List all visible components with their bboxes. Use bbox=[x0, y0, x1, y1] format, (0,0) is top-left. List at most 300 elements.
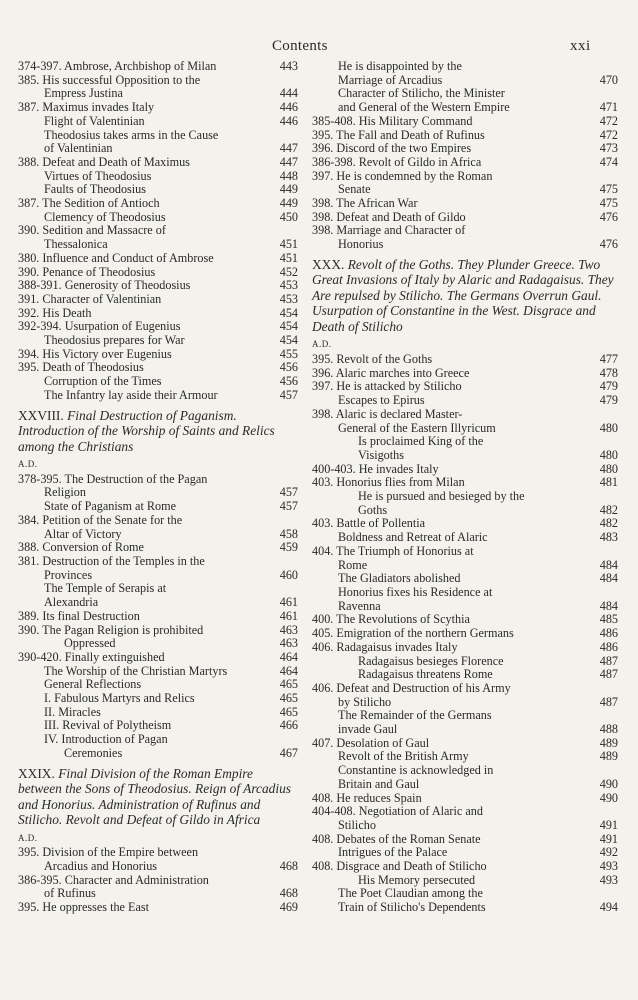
entry-page-number: 492 bbox=[599, 845, 618, 860]
contents-entry bbox=[18, 651, 298, 665]
contents-entry bbox=[18, 901, 298, 915]
entry-title: 387. Maximus invades Italy bbox=[18, 100, 155, 115]
entry-title: 385. His successful Opposition to the bbox=[18, 72, 201, 87]
entry-page-number: 475 bbox=[599, 182, 618, 197]
entry-title: Boldness and Retreat of Alaric bbox=[338, 530, 488, 545]
chapter-title: Final Destruction of Paganism. Introduction of the Worship of Saints and Relics among the Christians bbox=[18, 407, 275, 454]
contents-entry bbox=[18, 514, 298, 528]
contents-entry bbox=[312, 586, 618, 600]
contents-entry bbox=[312, 142, 618, 156]
chapter-title: Final Division of the Roman Empire between the Sons of Theodosius. Reign of Arcadius and Honorius. Administration of Rufinus and Stilicho. Revolt and Defeat of Gildo in Africa bbox=[18, 765, 291, 828]
entry-title: 396. Alaric marches into Greece bbox=[312, 365, 470, 380]
contents-entry bbox=[18, 486, 298, 500]
entry-title: 374-397. Ambrose, Archbishop of Milan bbox=[18, 59, 217, 73]
entry-title: 405. Emigration of the northern Germans bbox=[312, 626, 514, 641]
entry-title: Alexandria bbox=[44, 595, 99, 610]
entry-page-number: 489 bbox=[599, 735, 618, 750]
entry-title: 395. He oppresses the East bbox=[18, 900, 149, 915]
contents-entry bbox=[18, 665, 298, 679]
entry-page-number: 465 bbox=[279, 677, 298, 692]
contents-entry bbox=[312, 709, 618, 723]
entry-title: 395. Death of Theodosius bbox=[18, 360, 144, 375]
entry-page-number: 488 bbox=[599, 722, 618, 737]
entry-title: Revolt of the British Army bbox=[338, 749, 469, 764]
anno-domini-label: A.D. bbox=[312, 339, 332, 350]
contents-entry bbox=[18, 624, 298, 638]
entry-page-number: 449 bbox=[279, 182, 298, 197]
entry-title: Religion bbox=[44, 485, 86, 500]
entry-title: State of Paganism at Rome bbox=[44, 499, 177, 514]
entry-title: 395. Revolt of the Goths bbox=[312, 352, 433, 367]
contents-entry bbox=[18, 307, 298, 321]
contents-column-left bbox=[18, 60, 298, 915]
contents-entry bbox=[18, 87, 298, 101]
contents-entry bbox=[312, 353, 618, 367]
entry-title: 395. The Fall and Death of Rufinus bbox=[312, 127, 485, 142]
entry-title: Faults of Theodosius bbox=[44, 182, 147, 197]
entry-page-number: 453 bbox=[279, 278, 298, 293]
contents-entry bbox=[312, 60, 618, 74]
entry-title: Oppressed bbox=[64, 636, 116, 651]
contents-entry bbox=[18, 610, 298, 624]
entry-title: 391. Character of Valentinian bbox=[18, 291, 162, 306]
entry-title: Senate bbox=[338, 182, 371, 197]
contents-entry bbox=[18, 541, 298, 555]
entry-page-number: 457 bbox=[279, 485, 298, 500]
contents-entry bbox=[18, 692, 298, 706]
contents-entry bbox=[312, 901, 618, 915]
entry-title: 403. Battle of Pollentia bbox=[312, 516, 426, 531]
entry-title: I. Fabulous Martyrs and Relics bbox=[44, 691, 195, 706]
entry-page-number: 453 bbox=[279, 291, 298, 306]
entry-title: Radagaisus besieges Florence bbox=[358, 653, 504, 668]
contents-entry bbox=[312, 874, 618, 888]
contents-entry bbox=[18, 279, 298, 293]
entry-page-number: 493 bbox=[599, 859, 618, 874]
entry-page-number: 463 bbox=[279, 636, 298, 651]
entry-page-number: 487 bbox=[599, 694, 618, 709]
contents-entry bbox=[312, 367, 618, 381]
contents-entry bbox=[18, 224, 298, 238]
entry-page-number: 478 bbox=[599, 365, 618, 380]
entry-page-number: 451 bbox=[279, 237, 298, 252]
chapter-number: XXVIII. bbox=[18, 407, 64, 423]
entry-page-number: 490 bbox=[599, 790, 618, 805]
entry-title: Radagaisus threatens Rome bbox=[358, 667, 493, 682]
entry-page-number: 463 bbox=[279, 622, 298, 637]
contents-entry bbox=[18, 389, 298, 403]
entry-title: 378-395. The Destruction of the Pagan bbox=[18, 471, 208, 486]
entry-title: Rome bbox=[338, 557, 368, 572]
entry-title: Honorius fixes his Residence at bbox=[338, 585, 493, 599]
entry-title: 380. Influence and Conduct of Ambrose bbox=[18, 250, 214, 265]
entry-page-number: 465 bbox=[279, 691, 298, 706]
entry-page-number: 477 bbox=[599, 352, 618, 367]
entry-title: Corruption of the Times bbox=[44, 374, 162, 389]
entry-title: 387. The Sedition of Antioch bbox=[18, 196, 160, 211]
entry-page-number: 493 bbox=[599, 872, 618, 887]
entry-page-number: 454 bbox=[279, 305, 298, 320]
entry-title: 390-420. Finally extinguished bbox=[18, 649, 165, 664]
entry-title: 398. Defeat and Death of Gildo bbox=[312, 209, 466, 224]
contents-entry bbox=[18, 238, 298, 252]
contents-entry bbox=[312, 696, 618, 710]
entry-title: Empress Justina bbox=[44, 86, 123, 101]
contents-entry bbox=[18, 252, 298, 266]
contents-entry bbox=[312, 846, 618, 860]
entry-page-number: 444 bbox=[279, 86, 298, 101]
contents-entry bbox=[18, 719, 298, 733]
contents-entry bbox=[312, 170, 618, 184]
page-number: xxi bbox=[570, 38, 591, 54]
contents-entry bbox=[18, 569, 298, 583]
entry-title: 386-395. Character and Administration bbox=[18, 872, 209, 887]
contents-entry bbox=[18, 361, 298, 375]
entry-page-number: 464 bbox=[279, 663, 298, 678]
contents-entry bbox=[312, 887, 618, 901]
entry-title: 390. Sedition and Massacre of bbox=[18, 223, 166, 238]
entry-page-number: 486 bbox=[599, 639, 618, 654]
entry-title: 407. Desolation of Gaul bbox=[312, 735, 430, 750]
contents-entry bbox=[18, 334, 298, 348]
contents-entry bbox=[312, 764, 618, 778]
entry-page-number: 487 bbox=[599, 667, 618, 682]
entry-page-number: 457 bbox=[279, 387, 298, 402]
contents-entry bbox=[312, 394, 618, 408]
contents-entry bbox=[18, 293, 298, 307]
entry-page-number: 446 bbox=[279, 113, 298, 128]
entry-page-number: 479 bbox=[599, 379, 618, 394]
entry-page-number: 454 bbox=[279, 333, 298, 348]
entry-title: His Memory persecuted bbox=[358, 872, 476, 887]
contents-entry bbox=[312, 224, 618, 238]
entry-title: 395. Division of the Empire between bbox=[18, 845, 199, 860]
entry-title: Constantine is acknowledged in bbox=[338, 763, 494, 778]
entry-page-number: 482 bbox=[599, 502, 618, 517]
entry-page-number: 461 bbox=[279, 608, 298, 623]
contents-entry bbox=[312, 531, 618, 545]
entry-title: 403. Honorius flies from Milan bbox=[312, 475, 465, 490]
contents-entry bbox=[18, 555, 298, 569]
chapter-heading bbox=[18, 766, 298, 828]
entry-title: Character of Stilicho, the Minister bbox=[338, 86, 505, 101]
entry-title: Ravenna bbox=[338, 598, 381, 613]
entry-page-number: 483 bbox=[599, 530, 618, 545]
entry-title: 397. He is attacked by Stilicho bbox=[312, 379, 462, 394]
anno-domini-label: A.D. bbox=[18, 459, 38, 470]
entry-title: Altar of Victory bbox=[44, 526, 122, 541]
entry-title: Intrigues of the Palace bbox=[338, 845, 448, 860]
contents-entry bbox=[18, 129, 298, 143]
entry-title: Marriage of Arcadius bbox=[338, 72, 443, 87]
contents-entry bbox=[312, 380, 618, 394]
contents-entry bbox=[18, 473, 298, 487]
chapter-number: XXIX. bbox=[18, 765, 55, 781]
entry-title: 388-391. Generosity of Theodosius bbox=[18, 278, 191, 293]
entry-title: The Remainder of the Germans bbox=[338, 708, 492, 723]
chapter-heading bbox=[312, 257, 618, 335]
entry-title: 390. Penance of Theodosius bbox=[18, 264, 156, 279]
contents-entry bbox=[18, 142, 298, 156]
entry-title: IV. Introduction of Pagan bbox=[44, 732, 168, 747]
entry-page-number: 468 bbox=[279, 858, 298, 873]
contents-entry bbox=[312, 627, 618, 641]
entry-title: 396. Discord of the two Empires bbox=[312, 141, 472, 156]
contents-entry bbox=[312, 435, 618, 449]
contents-entry bbox=[312, 833, 618, 847]
entry-title: Goths bbox=[358, 502, 388, 517]
entry-title: invade Gaul bbox=[338, 722, 398, 737]
entry-page-number: 480 bbox=[599, 461, 618, 476]
contents-entry bbox=[18, 846, 298, 860]
entry-title: Flight of Valentinian bbox=[44, 113, 145, 128]
entry-title: 385-408. His Military Command bbox=[312, 113, 473, 128]
contents-entry bbox=[312, 860, 618, 874]
entry-page-number: 471 bbox=[599, 100, 618, 115]
entry-title: Provinces bbox=[44, 567, 93, 582]
contents-entry bbox=[312, 101, 618, 115]
entry-title: of Valentinian bbox=[44, 141, 113, 156]
contents-entry bbox=[312, 655, 618, 669]
contents-entry bbox=[18, 637, 298, 651]
entry-page-number: 476 bbox=[599, 237, 618, 252]
entry-title: III. Revival of Polytheism bbox=[44, 718, 172, 733]
contents-entry bbox=[312, 449, 618, 463]
contents-entry bbox=[18, 348, 298, 362]
page-header bbox=[0, 38, 638, 56]
entry-page-number: 467 bbox=[279, 745, 298, 760]
contents-entry bbox=[18, 183, 298, 197]
contents-entry bbox=[312, 156, 618, 170]
entry-page-number: 466 bbox=[279, 718, 298, 733]
contents-entry bbox=[18, 375, 298, 389]
entry-page-number: 446 bbox=[279, 100, 298, 115]
entry-page-number: 470 bbox=[599, 72, 618, 87]
contents-entry bbox=[18, 320, 298, 334]
entry-page-number: 480 bbox=[599, 447, 618, 462]
entry-title: of Rufinus bbox=[44, 886, 96, 901]
entry-title: 390. The Pagan Religion is prohibited bbox=[18, 622, 204, 637]
entry-title: 392-394. Usurpation of Eugenius bbox=[18, 319, 181, 334]
entry-title: Britain and Gaul bbox=[338, 776, 420, 791]
entry-page-number: 452 bbox=[279, 264, 298, 279]
entry-title: 400. The Revolutions of Scythia bbox=[312, 612, 470, 627]
entry-title: Theodosius prepares for War bbox=[44, 333, 185, 348]
entry-page-number: 472 bbox=[599, 113, 618, 128]
entry-title: Escapes to Epirus bbox=[338, 393, 425, 408]
contents-entry bbox=[312, 517, 618, 531]
entry-title: 394. His Victory over Eugenius bbox=[18, 346, 172, 361]
contents-entry bbox=[312, 183, 618, 197]
contents-entry bbox=[312, 613, 618, 627]
entry-page-number: 474 bbox=[599, 154, 618, 169]
entry-title: Clemency of Theodosius bbox=[44, 209, 166, 224]
entry-page-number: 460 bbox=[279, 567, 298, 582]
entry-page-number: 447 bbox=[279, 154, 298, 169]
entry-title: General of the Eastern Illyricum bbox=[338, 420, 496, 435]
entry-page-number: 494 bbox=[599, 900, 618, 915]
entry-page-number: 480 bbox=[599, 420, 618, 435]
page-title: Contents bbox=[272, 38, 328, 54]
entry-title: 388. Conversion of Rome bbox=[18, 540, 144, 555]
contents-entry bbox=[312, 572, 618, 586]
entry-title: Honorius bbox=[338, 237, 384, 252]
contents-entry bbox=[312, 600, 618, 614]
contents-entry bbox=[312, 723, 618, 737]
contents-entry bbox=[312, 737, 618, 751]
entry-title: He is disappointed by the bbox=[338, 59, 462, 73]
contents-entry bbox=[312, 559, 618, 573]
entry-title: 392. His Death bbox=[18, 305, 92, 320]
contents-entry bbox=[312, 211, 618, 225]
contents-entry bbox=[18, 887, 298, 901]
chapter-number: XXX. bbox=[312, 256, 345, 272]
entry-title: Train of Stilicho's Dependents bbox=[338, 900, 486, 915]
entry-page-number: 472 bbox=[599, 127, 618, 142]
chapter-title: Revolt of the Goths. They Plunder Greece. Two Great Invasions of Italy by Alaric and Radagaisus. They Are repulsed by Stilicho. The Germans Overrun Gaul. Usurpation of Constantine in the West. Disgrace and Death of Stilicho bbox=[312, 256, 614, 334]
entry-page-number: 464 bbox=[279, 649, 298, 664]
entry-title: The Gladiators abolished bbox=[338, 571, 461, 586]
entry-title: 404. The Triumph of Honorius at bbox=[312, 543, 474, 558]
contents-entry bbox=[312, 74, 618, 88]
entry-page-number: 481 bbox=[599, 475, 618, 490]
entry-title: 398. The African War bbox=[312, 196, 418, 211]
contents-entry bbox=[18, 733, 298, 747]
anno-domini-label: A.D. bbox=[18, 832, 38, 843]
entry-title: 397. He is condemned by the Roman bbox=[312, 168, 493, 183]
contents-entry bbox=[312, 115, 618, 129]
entry-title: 408. Debates of the Roman Senate bbox=[312, 831, 481, 846]
entry-title: II. Miracles bbox=[44, 704, 101, 719]
entry-page-number: 484 bbox=[599, 557, 618, 572]
entry-title: Is proclaimed King of the bbox=[358, 434, 484, 449]
entry-title: Thessalonica bbox=[44, 237, 108, 252]
contents-entry bbox=[312, 819, 618, 833]
entry-title: General Reflections bbox=[44, 677, 142, 692]
entry-page-number: 451 bbox=[279, 250, 298, 265]
entry-title: by Stilicho bbox=[338, 694, 392, 709]
contents-entry bbox=[312, 422, 618, 436]
entry-title: and General of the Western Empire bbox=[338, 100, 510, 115]
entry-page-number: 479 bbox=[599, 393, 618, 408]
entry-title: 404-408. Negotiation of Alaric and bbox=[312, 804, 483, 819]
contents-entry bbox=[18, 528, 298, 542]
entry-title: The Infantry lay aside their Armour bbox=[44, 387, 218, 402]
entry-title: The Temple of Serapis at bbox=[44, 581, 167, 596]
contents-entry bbox=[18, 115, 298, 129]
contents-entry bbox=[312, 641, 618, 655]
entry-page-number: 487 bbox=[599, 653, 618, 668]
entry-page-number: 461 bbox=[279, 595, 298, 610]
entry-title: Visigoths bbox=[358, 447, 404, 462]
contents-entry bbox=[18, 874, 298, 888]
contents-entry bbox=[18, 582, 298, 596]
entry-page-number: 458 bbox=[279, 526, 298, 541]
entry-page-number: 443 bbox=[279, 59, 298, 73]
chapter-heading bbox=[18, 408, 298, 455]
entry-title: 408. Disgrace and Death of Stilicho bbox=[312, 859, 487, 874]
contents-entry bbox=[18, 747, 298, 761]
entry-title: The Poet Claudian among the bbox=[338, 886, 483, 901]
contents-entry bbox=[18, 211, 298, 225]
entry-title: 398. Alaric is declared Master- bbox=[312, 406, 463, 421]
entry-page-number: 469 bbox=[279, 900, 298, 915]
entry-page-number: 489 bbox=[599, 749, 618, 764]
entry-page-number: 484 bbox=[599, 598, 618, 613]
entry-page-number: 454 bbox=[279, 319, 298, 334]
contents-entry bbox=[312, 750, 618, 764]
entry-page-number: 456 bbox=[279, 374, 298, 389]
contents-entry bbox=[18, 74, 298, 88]
contents-entry bbox=[312, 238, 618, 252]
contents-entry bbox=[18, 197, 298, 211]
contents-entry bbox=[18, 678, 298, 692]
contents-entry bbox=[312, 668, 618, 682]
contents-entry bbox=[18, 60, 298, 74]
contents-entry bbox=[312, 476, 618, 490]
contents-entry bbox=[312, 778, 618, 792]
contents-entry bbox=[312, 408, 618, 422]
entry-page-number: 450 bbox=[279, 209, 298, 224]
contents-entry bbox=[312, 504, 618, 518]
contents-entry bbox=[312, 87, 618, 101]
contents-entry bbox=[312, 805, 618, 819]
entry-title: 388. Defeat and Death of Maximus bbox=[18, 154, 190, 169]
entry-title: Arcadius and Honorius bbox=[44, 858, 158, 873]
entry-page-number: 468 bbox=[279, 886, 298, 901]
entry-page-number: 491 bbox=[599, 831, 618, 846]
entry-page-number: 465 bbox=[279, 704, 298, 719]
entry-page-number: 482 bbox=[599, 516, 618, 531]
entry-title: 381. Destruction of the Temples in the bbox=[18, 554, 205, 568]
entry-title: 406. Defeat and Destruction of his Army bbox=[312, 680, 511, 695]
entry-page-number: 476 bbox=[599, 209, 618, 224]
entry-page-number: 475 bbox=[599, 196, 618, 211]
contents-entry bbox=[18, 500, 298, 514]
contents-entry bbox=[312, 792, 618, 806]
contents-column-right bbox=[312, 60, 618, 915]
entry-title: Theodosius takes arms in the Cause bbox=[44, 127, 219, 142]
entry-title: Virtues of Theodosius bbox=[44, 168, 152, 183]
entry-title: Stilicho bbox=[338, 817, 376, 832]
entry-title: He is pursued and besieged by the bbox=[358, 489, 525, 504]
entry-page-number: 457 bbox=[279, 499, 298, 514]
entry-page-number: 490 bbox=[599, 776, 618, 791]
entry-page-number: 456 bbox=[279, 360, 298, 375]
contents-entry bbox=[312, 197, 618, 211]
contents-entry bbox=[18, 101, 298, 115]
entry-title: 386-398. Revolt of Gildo in Africa bbox=[312, 154, 482, 169]
contents-entry bbox=[312, 490, 618, 504]
entry-title: The Worship of the Christian Martyrs bbox=[44, 663, 228, 678]
entry-page-number: 449 bbox=[279, 196, 298, 211]
contents-entry bbox=[312, 463, 618, 477]
contents-entry bbox=[18, 860, 298, 874]
entry-title: 384. Petition of the Senate for the bbox=[18, 512, 183, 527]
entry-page-number: 447 bbox=[279, 141, 298, 156]
entry-title: 406. Radagaisus invades Italy bbox=[312, 639, 458, 654]
contents-entry bbox=[312, 129, 618, 143]
entry-page-number: 491 bbox=[599, 817, 618, 832]
entry-page-number: 448 bbox=[279, 168, 298, 183]
contents-entry bbox=[18, 266, 298, 280]
contents-entry bbox=[312, 682, 618, 696]
entry-page-number: 485 bbox=[599, 612, 618, 627]
entry-title: 400-403. He invades Italy bbox=[312, 461, 439, 476]
entry-page-number: 486 bbox=[599, 626, 618, 641]
contents-entry bbox=[18, 156, 298, 170]
entry-page-number: 484 bbox=[599, 571, 618, 586]
